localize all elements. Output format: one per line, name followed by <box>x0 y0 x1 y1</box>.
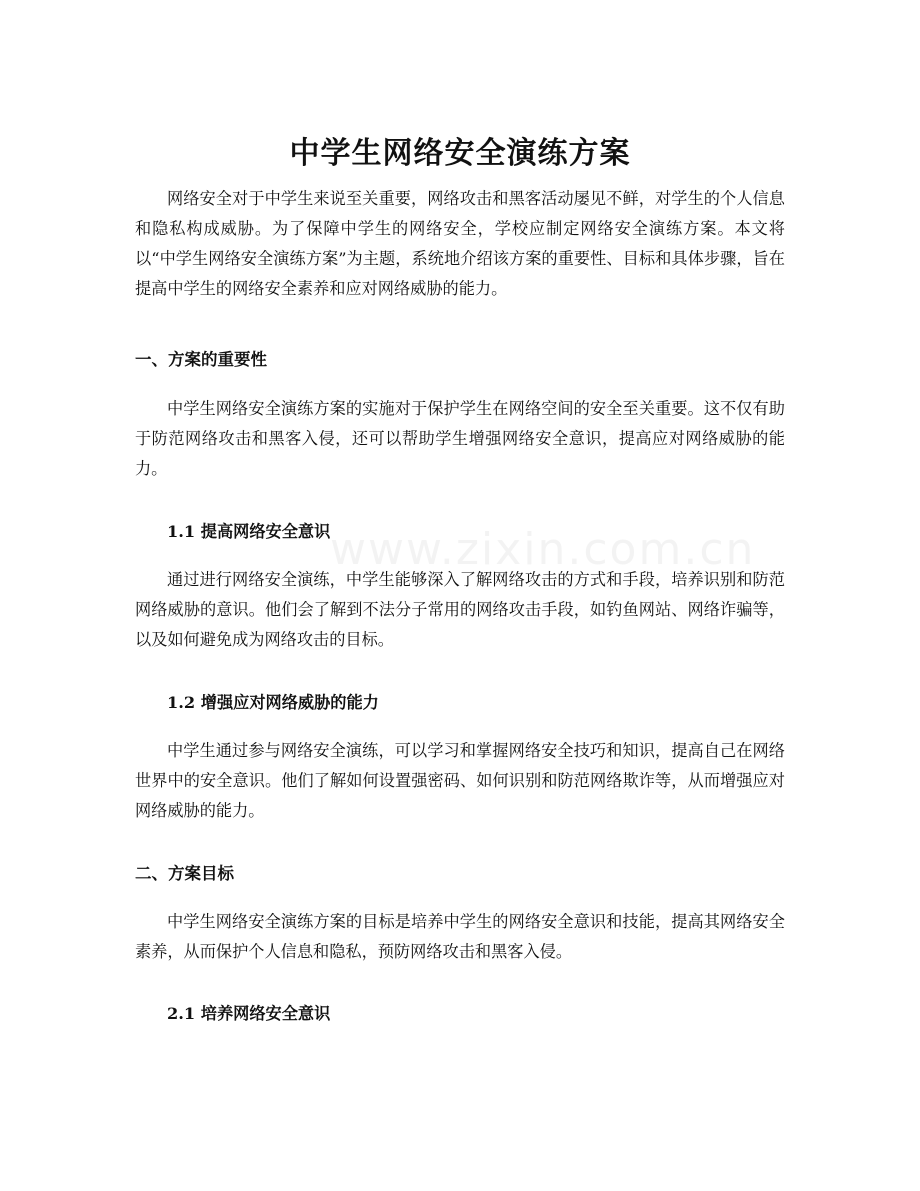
document-title: 中学生网络安全演练方案 <box>289 136 631 172</box>
section1-2-paragraph: 中学生通过参与网络安全演练，可以学习和掌握网络安全技巧和知识，提高自己在网络世界中的安全意识。他们了解如何设置强密码、如何识别和防范网络欺诈等，从而增强应对网络威胁的能力。 <box>135 741 785 820</box>
section1-paragraph: 中学生网络安全演练方案的实施对于保护学生在网络空间的安全至关重要。这不仅有助于防范网络攻击和黑客入侵，还可以帮助学生增强网络安全意识，提高应对网络威胁的能力。 <box>135 399 785 478</box>
section1-1-heading: 1.1 提高网络安全意识 <box>167 522 331 541</box>
intro-paragraph: 网络安全对于中学生来说至关重要，网络攻击和黑客活动屡见不鲜，对学生的个人信息和隐私构成威胁。为了保障中学生的网络安全，学校应制定网络安全演练方案。本文将以“中学生网络安全演练方案”为主题，系统地介绍该方案的重要性、目标和具体步骤，旨在提高中学生的网络安全素养和应对网络威胁的能力。 <box>135 189 785 298</box>
section1-1-paragraph: 通过进行网络安全演练，中学生能够深入了解网络攻击的方式和手段，培养识别和防范网络威胁的意识。他们会了解到不法分子常用的网络攻击手段，如钓鱼网站、网络诈骗等，以及如何避免成为网络攻击的目标。 <box>135 570 785 649</box>
watermark-text: www.zixin.com.cn <box>330 524 756 575</box>
section2-heading: 二、方案目标 <box>135 864 234 883</box>
section1-2-heading: 1.2 增强应对网络威胁的能力 <box>167 693 379 712</box>
section2-1-heading: 2.1 培养网络安全意识 <box>167 1004 331 1023</box>
section2-paragraph: 中学生网络安全演练方案的目标是培养中学生的网络安全意识和技能，提高其网络安全素养，从而保护个人信息和隐私，预防网络攻击和黑客入侵。 <box>135 912 785 961</box>
section1-heading: 一、方案的重要性 <box>135 350 267 369</box>
